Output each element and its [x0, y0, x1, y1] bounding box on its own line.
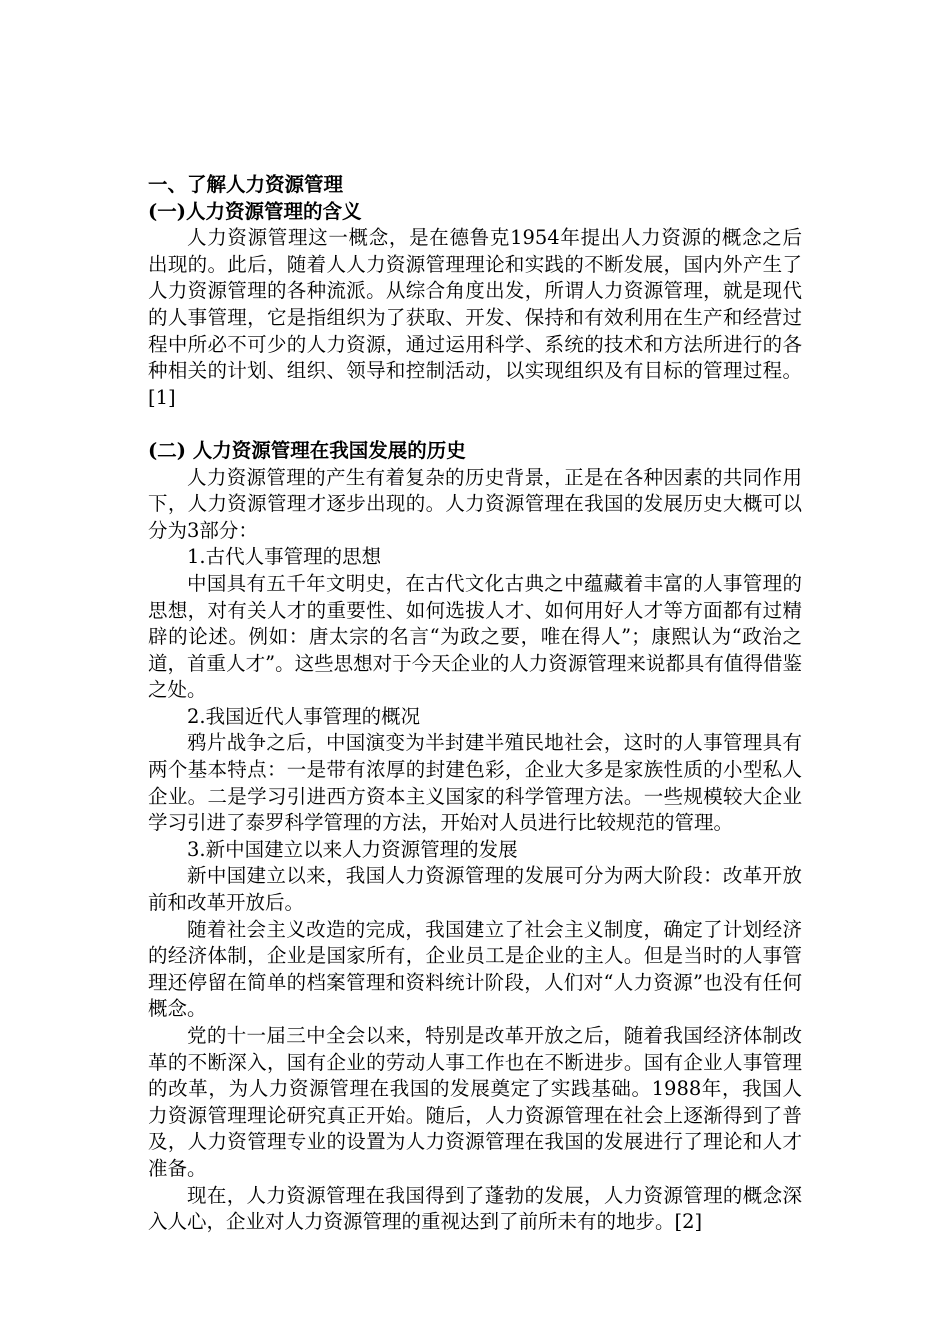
subheading-ancient: 1.古代人事管理的思想: [187, 545, 382, 569]
document-page: [148, 172, 802, 1236]
paragraph-reform: 党的十一届三中全会以来，特别是改革开放之后，随着我国经济体制改革的不断深入，国有企业的劳动人事工作也在不断进步。国有企业人事管理的改革，为人力资源管理在我国的发展奠定了实践基础。1988年，我国人力资源管理理论研究真正开始。随后，人力资源管理在社会上逐渐得到了普及，人力资管理专业的设置为人力资源管理在我国的发展进行了理论和人才准备。: [148, 1024, 802, 1180]
paragraph-planned-economy: 随着社会主义改造的完成，我国建立了社会主义制度，确定了计划经济的经济体制，企业是国家所有，企业员工是企业的主人。但是当时的人事管理还停留在简单的档案管理和资料统计阶段，人们对“人力资源”也没有任何概念。: [148, 917, 802, 1021]
section-2-paragraph-intro: 人力资源管理的产生有着复杂的历史背景，正是在各种因素的共同作用下，人力资源管理才逐步出现的。人力资源管理在我国的发展历史大概可以分为3部分：: [148, 465, 802, 542]
section-2-title: (二) 人力资源管理在我国发展的历史: [148, 438, 466, 462]
subheading-new-china: 3.新中国建立以来人力资源管理的发展: [187, 837, 518, 861]
paragraph-new-china-stages: 新中国建立以来，我国人力资源管理的发展可分为两大阶段：改革开放前和改革开放后。: [148, 864, 802, 915]
paragraph-ancient: 中国具有五千年文明史，在古代文化古典之中蕴藏着丰富的人事管理的思想，对有关人才的重要性、如何选拔人才、如何用好人才等方面都有过精辟的论述。例如：唐太宗的名言“为政之要，唯在得人”；康熙认为“政治之道，首重人才”。这些思想对于今天企业的人力资源管理来说都具有值得借鉴之处。: [148, 571, 802, 702]
heading-level-1: 一、了解人力资源管理: [148, 173, 344, 196]
section-1-title: (一)人力资源管理的含义: [148, 199, 362, 223]
paragraph-modern: 鸦片战争之后，中国演变为半封建半殖民地社会，这时的人事管理具有两个基本特点：一是带有浓厚的封建色彩，企业大多是家族性质的小型私人企业。二是学习引进西方资本主义国家的科学管理方法。一些规模较大企业学习引进了泰罗科学管理的方法，开始对人员进行比较规范的管理。: [148, 731, 802, 835]
paragraph-present: 现在，人力资源管理在我国得到了蓬勃的发展，人力资源管理的概念深入人心，企业对人力资源管理的重视达到了前所未有的地步。[2]: [148, 1183, 802, 1234]
section-1-paragraph-definition: 人力资源管理这一概念，是在德鲁克1954年提出人力资源的概念之后出现的。此后，随着人人力资源管理理论和实践的不断发展，国内外产生了人力资源管理的各种流派。从综合角度出发，所谓人力资源管理，就是现代的人事管理，它是指组织为了获取、开发、保持和有效利用在生产和经营过程中所必不可少的人力资源，通过运用科学、系统的技术和方法所进行的各种相关的计划、组织、领导和控制活动，以实现组织及有目标的管理过程。[1]: [148, 226, 802, 409]
subheading-modern: 2.我国近代人事管理的概况: [187, 704, 421, 728]
